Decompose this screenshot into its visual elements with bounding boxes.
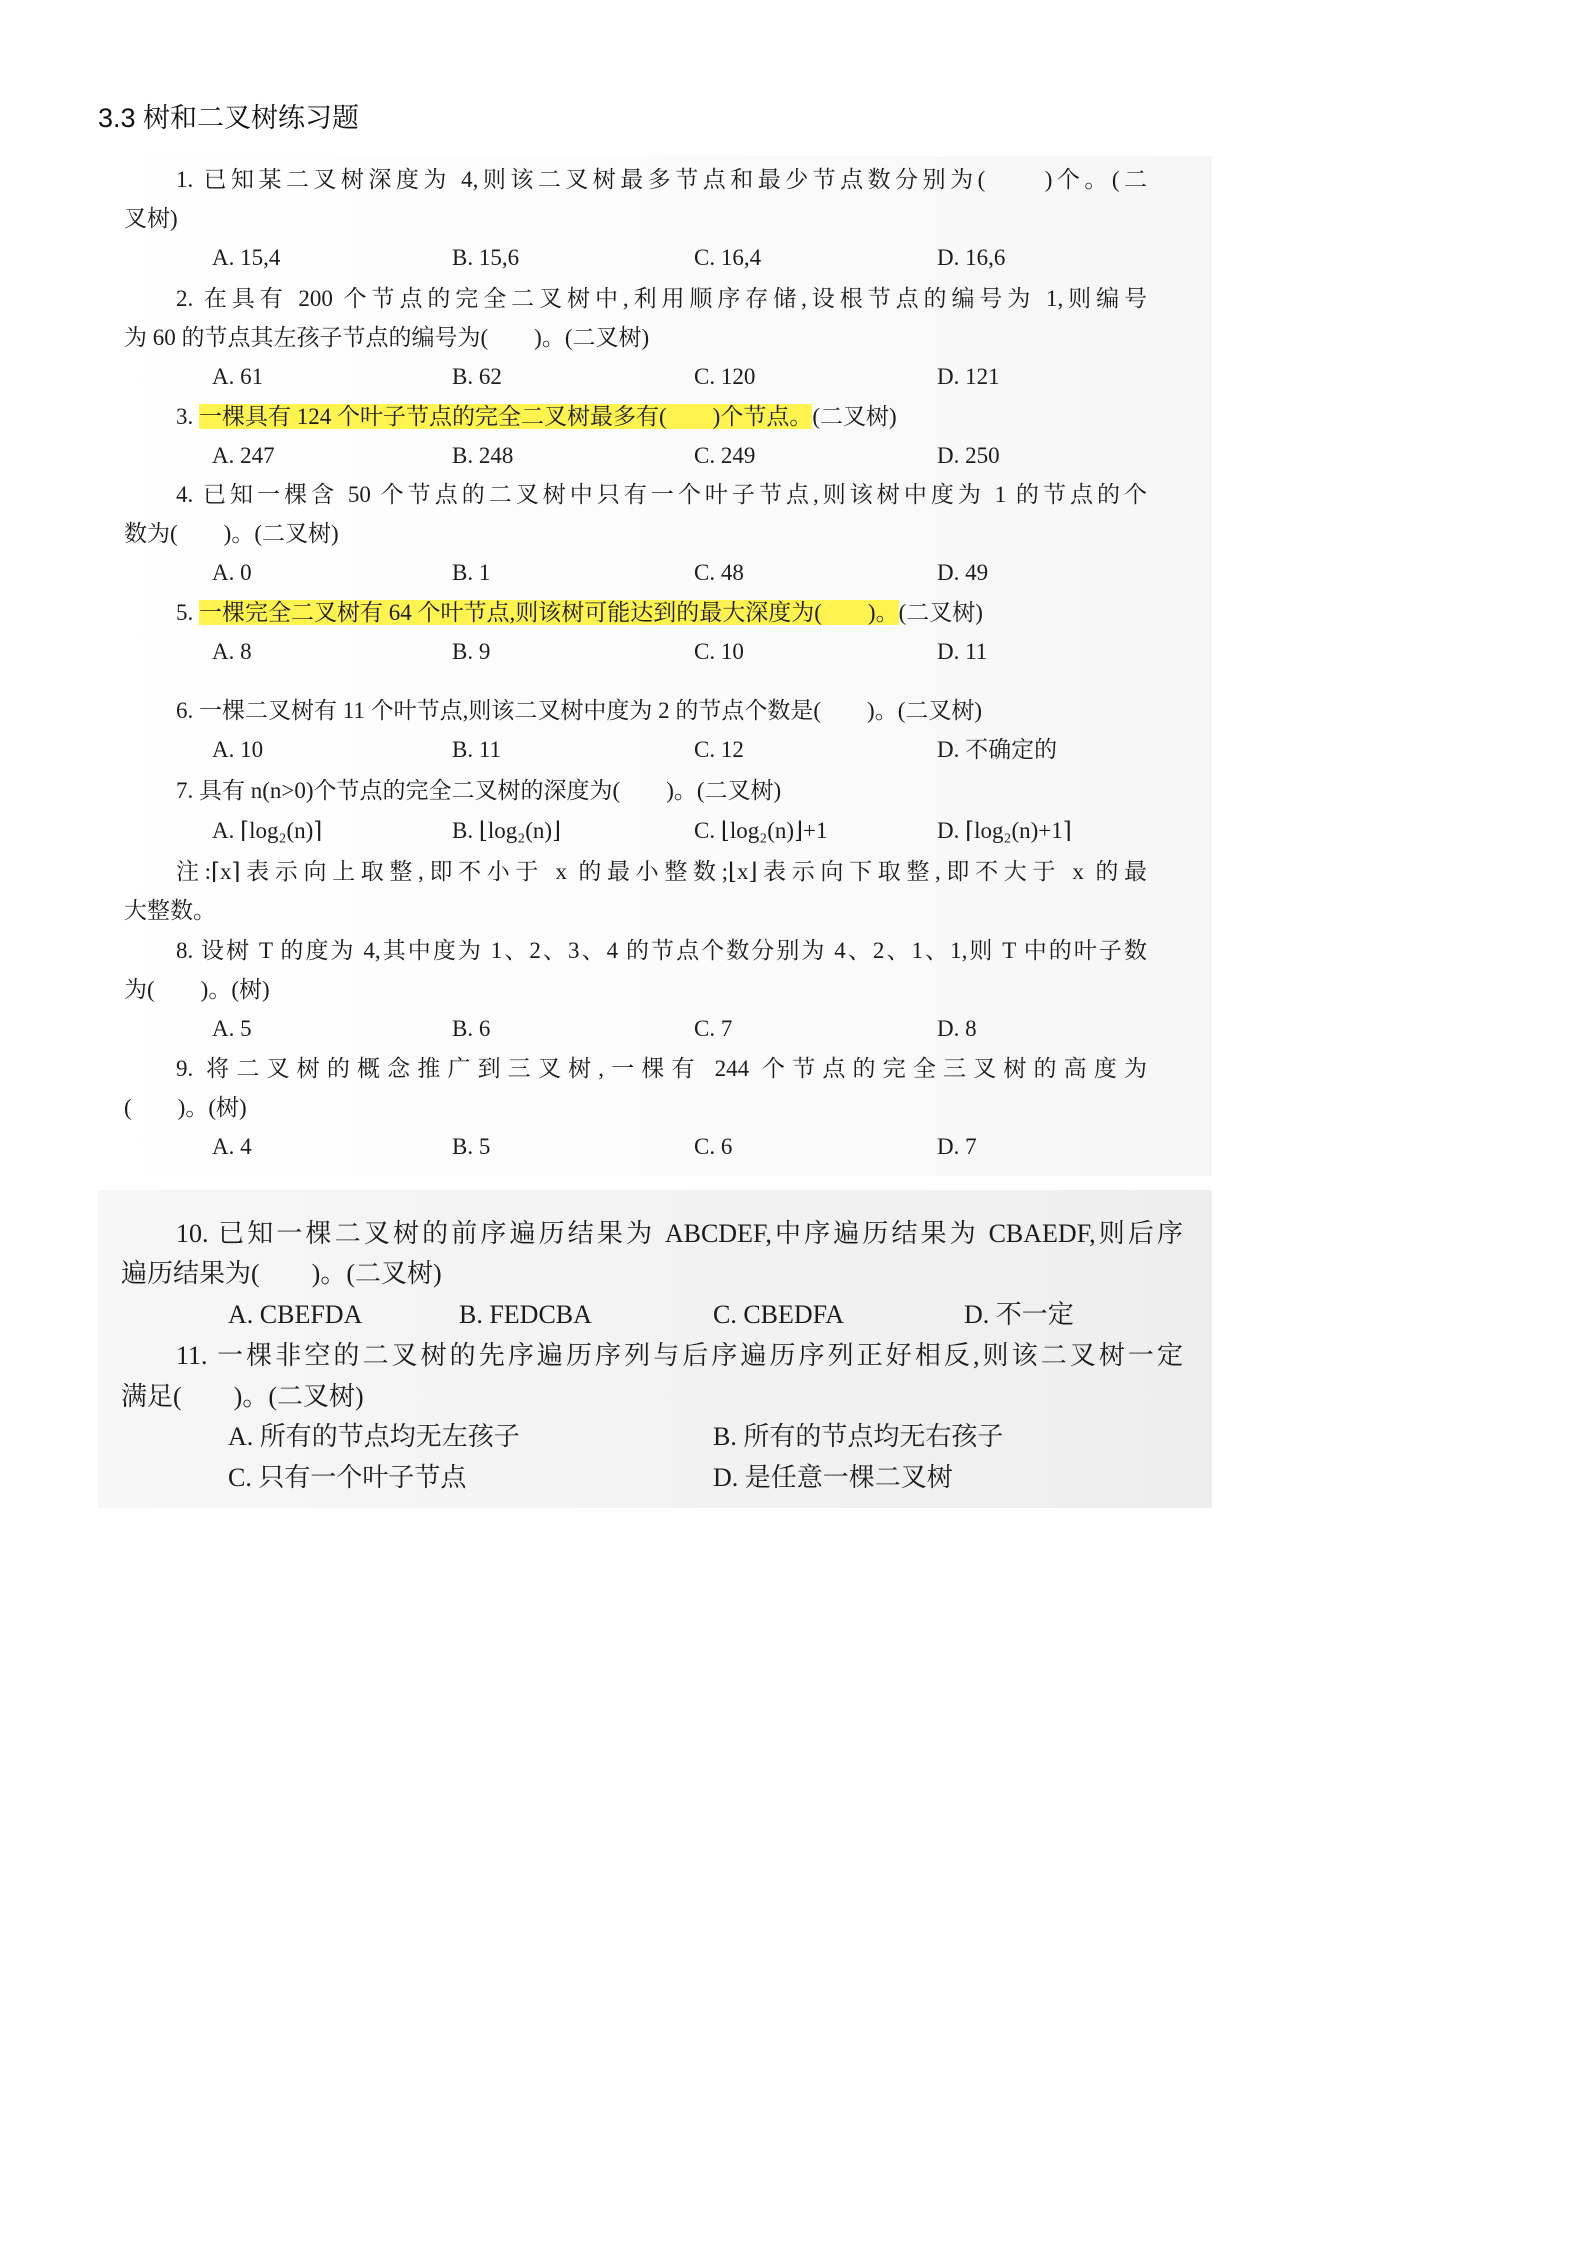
- question-2-option-b: B. 62: [452, 364, 502, 389]
- question-2-stem-line-2: 为 60 的节点其左孩子节点的编号为( )。(二叉树): [124, 325, 650, 350]
- question-1-stem-line-1: 1. 已知某二叉树深度为 4,则该二叉树最多节点和最少节点数分别为( )个。(二: [176, 167, 1147, 192]
- question-6-option-d: D. 不确定的: [937, 737, 1058, 762]
- question-3-number: 3.: [176, 404, 199, 429]
- question-7-option-b: B. ⌊log₂(n)⌋: [452, 818, 562, 843]
- question-11-option-a: A. 所有的节点均无左孩子: [228, 1422, 520, 1451]
- question-7-option-c: C. ⌊log₂(n)⌋+1: [694, 818, 828, 843]
- question-5-topic: (二叉树): [898, 600, 983, 625]
- question-8-option-a: A. 5: [212, 1016, 252, 1041]
- question-5-option-d: D. 11: [937, 639, 988, 664]
- question-2-option-c: C. 120: [694, 364, 756, 389]
- question-1-option-d: D. 16,6: [937, 245, 1006, 270]
- question-4-stem-line-2: 数为( )。(二叉树): [124, 521, 339, 546]
- page-title: 3.3 树和二叉树练习题: [98, 103, 360, 133]
- question-5-highlighted-text: 一棵完全二叉树有 64 个叶节点,则该树可能达到的最大深度为( )。: [199, 600, 899, 625]
- question-1-stem-line-2: 叉树): [124, 206, 178, 231]
- question-7-note-line-1: 注:⌈x⌉表示向上取整,即不小于 x 的最小整数;⌊x⌋表示向下取整,即不大于 x 的最: [176, 859, 1147, 884]
- question-11-option-b: B. 所有的节点均无右孩子: [713, 1422, 1004, 1451]
- question-10-option-c: C. CBEDFA: [713, 1300, 844, 1329]
- question-3-topic: (二叉树): [812, 404, 897, 429]
- question-2-stem-line-1: 2. 在具有 200 个节点的完全二叉树中,利用顺序存储,设根节点的编号为 1,则编号: [176, 286, 1147, 311]
- question-10-option-d: D. 不一定: [964, 1300, 1074, 1329]
- question-9-option-a: A. 4: [212, 1134, 252, 1159]
- question-5-option-a: A. 8: [212, 639, 252, 664]
- question-3-option-d: D. 250: [937, 443, 1000, 468]
- question-10-stem-line-1: 10. 已知一棵二叉树的前序遍历结果为 ABCDEF,中序遍历结果为 CBAEDF,则后序: [176, 1219, 1183, 1248]
- question-4-option-a: A. 0: [212, 560, 252, 585]
- question-9-option-c: C. 6: [694, 1134, 733, 1159]
- question-3-option-c: C. 249: [694, 443, 756, 468]
- question-11-stem-line-2: 满足( )。(二叉树): [121, 1382, 364, 1411]
- question-5-number: 5.: [176, 600, 199, 625]
- question-4-stem-line-1: 4. 已知一棵含 50 个节点的二叉树中只有一个叶子节点,则该树中度为 1 的节点的个: [176, 482, 1147, 507]
- question-11-option-d: D. 是任意一棵二叉树: [713, 1463, 953, 1492]
- question-7-option-d: D. ⌈log₂(n)+1⌉: [937, 818, 1072, 843]
- question-2-option-a: A. 61: [212, 364, 264, 389]
- question-6-stem-line-1: 6. 一棵二叉树有 11 个叶节点,则该二叉树中度为 2 的节点个数是( )。(二叉树): [176, 698, 983, 723]
- question-8-option-d: D. 8: [937, 1016, 977, 1041]
- question-3-stem: [176, 402, 897, 432]
- question-11-stem-line-1: 11. 一棵非空的二叉树的先序遍历序列与后序遍历序列正好相反,则该二叉树一定: [176, 1341, 1183, 1370]
- question-4-option-d: D. 49: [937, 560, 989, 585]
- question-9-stem-line-1: 9. 将二叉树的概念推广到三叉树,一棵有 244 个节点的完全三叉树的高度为: [176, 1056, 1147, 1081]
- question-9-stem-line-2: ( )。(树): [124, 1095, 247, 1120]
- question-1-option-a: A. 15,4: [212, 245, 281, 270]
- question-5-option-b: B. 9: [452, 639, 491, 664]
- question-9-option-d: D. 7: [937, 1134, 977, 1159]
- question-5-stem: [176, 598, 983, 628]
- question-8-option-c: C. 7: [694, 1016, 733, 1041]
- question-8-stem-line-1: 8. 设树 T 的度为 4,其中度为 1、2、3、4 的节点个数分别为 4、2、1、1,则 T 中的叶子数: [176, 938, 1147, 963]
- question-6-option-a: A. 10: [212, 737, 264, 762]
- question-10-stem-line-2: 遍历结果为( )。(二叉树): [121, 1259, 442, 1288]
- question-7-note-line-2: 大整数。: [124, 898, 216, 923]
- question-4-option-b: B. 1: [452, 560, 491, 585]
- question-7-option-a: A. ⌈log₂(n)⌉: [212, 818, 323, 843]
- question-1-option-c: C. 16,4: [694, 245, 762, 270]
- question-9-option-b: B. 5: [452, 1134, 491, 1159]
- question-11-option-c: C. 只有一个叶子节点: [228, 1463, 467, 1492]
- question-8-stem-line-2: 为( )。(树): [124, 977, 270, 1002]
- question-2-option-d: D. 121: [937, 364, 1000, 389]
- question-10-option-b: B. FEDCBA: [459, 1300, 592, 1329]
- question-7-stem-line-1: 7. 具有 n(n>0)个节点的完全二叉树的深度为( )。(二叉树): [176, 778, 782, 803]
- question-3-option-b: B. 248: [452, 443, 514, 468]
- question-1-option-b: B. 15,6: [452, 245, 520, 270]
- question-3-highlighted-text: 一棵具有 124 个叶子节点的完全二叉树最多有( )个节点。: [199, 404, 813, 429]
- question-4-option-c: C. 48: [694, 560, 744, 585]
- question-6-option-c: C. 12: [694, 737, 744, 762]
- question-5-option-c: C. 10: [694, 639, 744, 664]
- question-6-option-b: B. 11: [452, 737, 501, 762]
- question-8-option-b: B. 6: [452, 1016, 491, 1041]
- question-3-option-a: A. 247: [212, 443, 275, 468]
- question-10-option-a: A. CBEFDA: [228, 1300, 363, 1329]
